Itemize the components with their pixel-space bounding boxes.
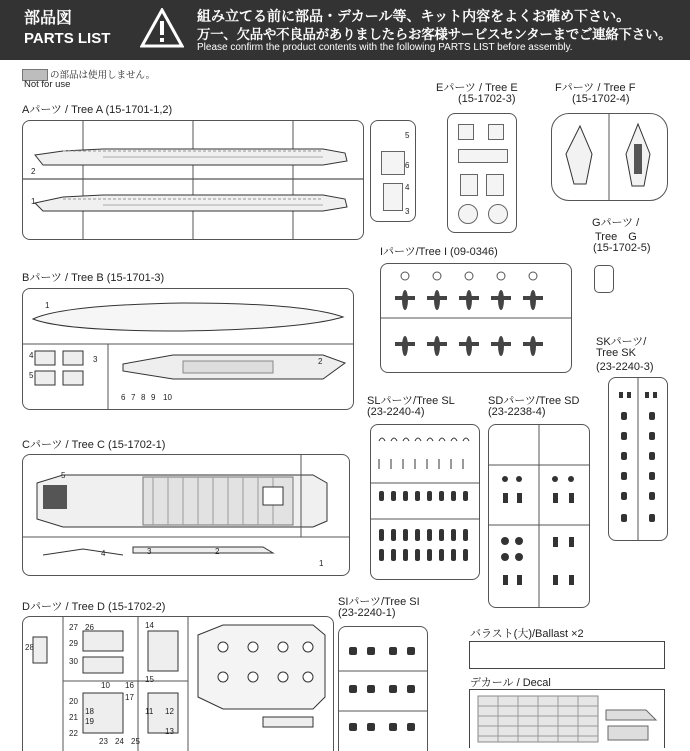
part-number: 26	[85, 623, 94, 632]
tree-b-sprue	[22, 288, 354, 410]
part	[488, 204, 508, 224]
part-number: 11	[145, 707, 154, 716]
page-subtitle: PARTS LIST	[24, 30, 111, 47]
tree-f-canopy-drawing	[552, 114, 667, 200]
part	[458, 149, 508, 163]
decal-sheet-drawing	[470, 690, 664, 748]
tree-sk-label: SKパーツ/	[596, 336, 647, 348]
tree-sd-parts-drawing	[489, 425, 589, 607]
tree-sk-name: Tree SK	[596, 347, 636, 359]
part-number: 19	[85, 717, 94, 726]
tree-si-label: SIパーツ/Tree SI	[338, 596, 420, 608]
part-number: 30	[69, 657, 78, 666]
part-number: 4	[101, 549, 106, 558]
tree-sl-parts-drawing	[371, 425, 479, 579]
part-number: 12	[165, 707, 174, 716]
part-number: 1	[31, 197, 36, 206]
tree-g-label: Gパーツ /	[592, 217, 640, 229]
tree-e-sprue	[447, 113, 517, 233]
tree-sk-code: (23-2240-3)	[596, 361, 654, 373]
tree-c-sprue	[22, 454, 350, 576]
part-number: 8	[141, 393, 146, 402]
tree-f-sprue	[551, 113, 668, 201]
tree-sl-code: (23-2240-4)	[367, 406, 425, 418]
part-number: 6	[121, 393, 126, 402]
part-number: 20	[69, 697, 78, 706]
tree-g-name: Tree G	[595, 231, 637, 243]
tree-e-label: Eパーツ / Tree E	[436, 82, 518, 94]
tree-i-label: Iパーツ/Tree I (09-0346)	[380, 246, 498, 258]
part-number: 23	[99, 737, 108, 746]
notice-en-line: Please confirm the product contents with the following PARTS LIST before assembly.	[197, 42, 573, 53]
part	[486, 174, 504, 196]
tree-sd-label: SDパーツ/Tree SD	[488, 395, 580, 407]
part-number: 5	[405, 131, 410, 140]
part-number: 15	[145, 675, 154, 684]
part	[458, 204, 478, 224]
tree-i-aircraft-drawing	[381, 264, 571, 372]
legend-jp: の部品は使用しません。	[50, 70, 156, 81]
part-number: 28	[25, 643, 34, 652]
part	[383, 183, 403, 211]
part-number: 3	[93, 355, 98, 364]
header-bar	[0, 0, 690, 60]
tree-b-label: Bパーツ / Tree B (15-1701-3)	[22, 272, 165, 284]
part-number: 5	[29, 371, 34, 380]
tree-c-deck-drawing	[23, 455, 349, 575]
tree-sd-code: (23-2238-4)	[488, 406, 546, 418]
part-number: 1	[45, 301, 50, 310]
part-number: 3	[405, 207, 410, 216]
part-number: 21	[69, 713, 78, 722]
decal-sheet	[469, 689, 665, 748]
tree-d-label: Dパーツ / Tree D (15-1702-2)	[22, 601, 166, 613]
notice-jp-line1: 組み立てる前に部品・デカール等、キット内容をよくお確め下さい。	[197, 8, 631, 24]
part-number: 16	[125, 681, 134, 690]
tree-c-label: Cパーツ / Tree C (15-1702-1)	[22, 439, 166, 451]
part-number: 10	[101, 681, 110, 690]
part-number: 7	[131, 393, 136, 402]
tree-a-label: Aパーツ / Tree A (15-1701-1,2)	[22, 104, 173, 116]
tree-sk-parts-drawing	[609, 378, 667, 540]
tree-si-sprue	[338, 626, 428, 751]
part-number: 2	[31, 167, 36, 176]
part	[381, 151, 405, 175]
part-number: 9	[151, 393, 156, 402]
tree-a-sprue	[22, 120, 364, 240]
tree-si-code: (23-2240-1)	[338, 607, 396, 619]
part-number: 18	[85, 707, 94, 716]
part-number: 3	[147, 547, 152, 556]
part-number: 10	[163, 393, 172, 402]
part-number: 24	[115, 737, 124, 746]
tree-f-code: (15-1702-4)	[572, 93, 630, 105]
warning-icon	[140, 8, 184, 48]
legend-en: Not for use	[24, 79, 71, 90]
decal-label: デカール / Decal	[470, 677, 551, 689]
part-number: 27	[69, 623, 78, 632]
tree-i-sprue	[380, 263, 572, 373]
tree-b-deck-drawing	[23, 289, 353, 409]
part-number: 6	[405, 161, 410, 170]
part-number: 4	[29, 351, 34, 360]
part-number: 29	[69, 639, 78, 648]
part-number: 2	[215, 547, 220, 556]
part-number: 4	[405, 183, 410, 192]
notice-jp-line2: 万一、欠品や不良品がありましたらお客様サービスセンターまでご連絡下さい。	[197, 27, 672, 42]
part-number: 14	[145, 621, 154, 630]
tree-sl-sprue	[370, 424, 480, 580]
part-number: 22	[69, 729, 78, 738]
tree-g-code: (15-1702-5)	[593, 242, 651, 254]
tree-e-code: (15-1702-3)	[458, 93, 516, 105]
part-number: 17	[125, 693, 134, 702]
tree-a-hull-drawing	[23, 121, 363, 239]
tree-a2-sprue	[370, 120, 416, 222]
part	[460, 174, 478, 196]
part	[488, 124, 504, 140]
part-number: 2	[318, 357, 323, 366]
ballast-label: バラスト(大)/Ballast ×2	[470, 628, 584, 640]
part-number: 13	[165, 727, 174, 736]
tree-sd-sprue	[488, 424, 590, 608]
part-number: 1	[319, 559, 324, 568]
tree-sl-label: SLパーツ/Tree SL	[367, 395, 455, 407]
ballast-plate	[469, 641, 665, 669]
part-number: 25	[131, 737, 140, 746]
tree-d-sprue	[22, 616, 334, 751]
tree-si-parts-drawing	[339, 627, 427, 751]
part	[458, 124, 474, 140]
tree-g-sprue	[594, 265, 614, 293]
page-title: 部品図	[24, 10, 73, 27]
tree-sk-sprue	[608, 377, 668, 541]
part-number: 5	[61, 471, 66, 480]
tree-f-label: Fパーツ / Tree F	[555, 82, 636, 94]
